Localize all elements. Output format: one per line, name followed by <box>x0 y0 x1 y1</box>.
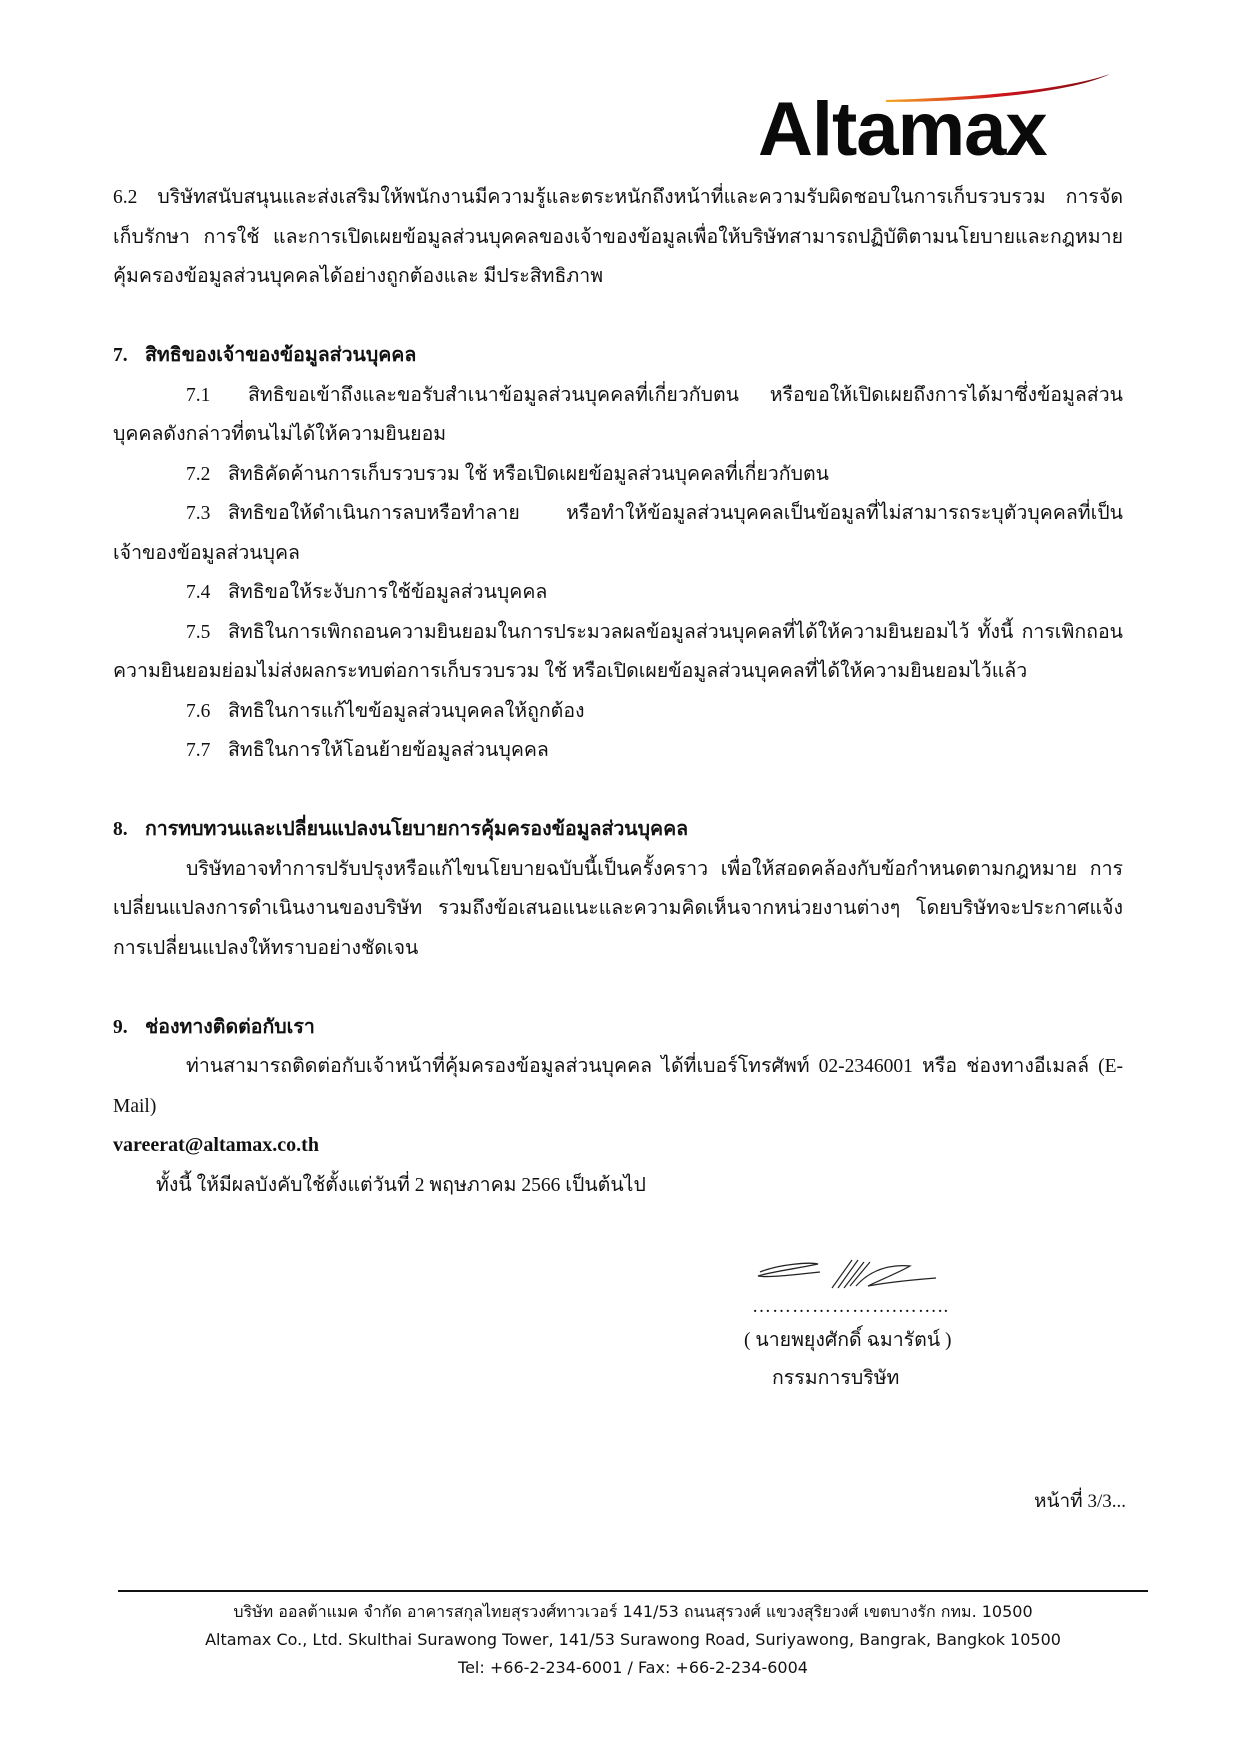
section-7-heading <box>113 336 1123 376</box>
page-number: หน้าที่ 3/3... <box>1034 1491 1126 1512</box>
section-8-body: บริษัทอาจทำการปรับปรุงหรือแก้ไขนโยบายฉบับนี้เป็นครั้งคราว เพื่อให้สอดคล้องกับข้อกำหนดตามกฎหมาย การเปลี่ยนแปลงการดำเนินงานของบริษัท รวมถึงข้อเสนอแนะและความคิดเห็นจากหน่วยงานต่างๆ โดยบริษัทจะประกาศแจ้งการเปลี่ยนแปลงให้ทราบอย่างชัดเจน <box>113 858 1123 959</box>
company-logo <box>758 74 1118 170</box>
footer-divider <box>118 1590 1148 1592</box>
section-number: 8. <box>113 819 128 840</box>
right-item-7-3: 7.3 สิทธิขอให้ดำเนินการลบหรือทำลาย หรือทำให้ข้อมูลส่วนบุคคลเป็นข้อมูลที่ไม่สามารถระบุตัวบุคคลที่เป็นเจ้าของข้อมูลส่วนบุคล <box>113 503 1123 564</box>
footer-address-english: Altamax Co., Ltd. Skulthai Surawong Tower, 141/53 Surawong Road, Suriyawong, Bangrak, Bangkok 10500 <box>205 1630 1061 1649</box>
section-number: 9. <box>113 1016 128 1038</box>
section-title: ช่องทางติดต่อกับเรา <box>145 1016 315 1038</box>
section-title: สิทธิของเจ้าของข้อมูลส่วนบุคคล <box>145 345 417 366</box>
right-item-7-4: 7.4 สิทธิขอให้ระงับการใช้ข้อมูลส่วนบุคคล <box>186 582 548 603</box>
document-body <box>113 178 1123 1205</box>
signatory-name: ( นายพยุงศักดิ์ ฉมารัตน์ ) <box>744 1330 952 1351</box>
footer-address-thai: บริษัท ออลต้าแมค จำกัด อาคารสกุลไทยสุรวงศ์ทาวเวอร์ 141/53 ถนนสุรวงศ์ แขวงสุริยวงศ์ เขตบางรัก กทม. 10500 <box>233 1602 1033 1621</box>
right-item-7-5: 7.5 สิทธิในการเพิกถอนความยินยอมในการประมวลผลข้อมูลส่วนบุคคลที่ได้ให้ความยินยอมไว้ ทั้งนี้ การเพิกถอนความยินยอมย่อมไม่ส่งผลกระทบต่อการเก็บรวบรวม ใช้ หรือเปิดเผยข้อมูลส่วนบุคคลที่ได้ให้ความยินยอมไว้แล้ว <box>113 621 1123 682</box>
section-9-body: ท่านสามารถติดต่อกับเจ้าหน้าที่คุ้มครองข้อมูลส่วนบุคคล ได้ที่เบอร์โทรศัพท์ 02-2346001 หรือ ช่องทางอีเมลล์ (E-Mail) <box>113 1056 1123 1117</box>
signature-image <box>740 1250 1000 1300</box>
contact-email-link[interactable]: vareerat@altamax.co.th <box>113 1134 319 1156</box>
right-item-7-6: 7.6 สิทธิในการแก้ไขข้อมูลส่วนบุคคลให้ถูกต้อง <box>186 700 585 722</box>
signature-line: ………………….…….. <box>752 1296 950 1317</box>
section-number: 7. <box>113 345 128 366</box>
effective-date-statement: ทั้งนี้ ให้มีผลบังคับใช้ตั้งแต่วันที่ 2 พฤษภาคม 2566 เป็นต้นไป <box>156 1174 646 1196</box>
logo-text: Altamax <box>758 87 1047 172</box>
right-item-7-1: 7.1 สิทธิขอเข้าถึงและขอรับสำเนาข้อมูลส่วนบุคคลที่เกี่ยวกับตน หรือขอให้เปิดเผยถึงการได้มาซึ่งข้อมูลส่วนบุคคลดังกล่าวที่ตนไม่ได้ให้ความยินยอม <box>113 384 1123 445</box>
footer-contact: Tel: +66-2-234-6001 / Fax: +66-2-234-6004 <box>458 1658 808 1677</box>
section-8-heading <box>113 810 1123 850</box>
signatory-title: กรรมการบริษัท <box>772 1368 900 1389</box>
section-9-heading <box>113 1008 1123 1048</box>
signature-scribble-icon <box>740 1250 1000 1300</box>
right-item-7-2: 7.2 สิทธิคัดค้านการเก็บรวบรวม ใช้ หรือเปิดเผยข้อมูลส่วนบุคคลที่เกี่ยวกับตน <box>186 463 829 485</box>
section-title: การทบทวนและเปลี่ยนแปลงนโยบายการคุ้มครองข้อมูลส่วนบุคคล <box>145 819 689 840</box>
paragraph-6-2: 6.2 บริษัทสนับสนุนและส่งเสริมให้พนักงานมีความรู้และตระหนักถึงหน้าที่และความรับผิดชอบในการเก็บรวบรวม การจัดเก็บรักษา การใช้ และการเปิดเผยข้อมูลส่วนบุคคลของเจ้าของข้อมูลเพื่อให้บริษัทสามารถปฏิบัติตามนโยบายและกฎหมายคุ้มครองข้อมูลส่วนบุคคลได้อย่างถูกต้องและ มีประสิทธิภาพ <box>113 187 1123 287</box>
right-item-7-7: 7.7 สิทธิในการให้โอนย้ายข้อมูลส่วนบุคคล <box>186 740 549 761</box>
footer <box>118 1598 1148 1682</box>
